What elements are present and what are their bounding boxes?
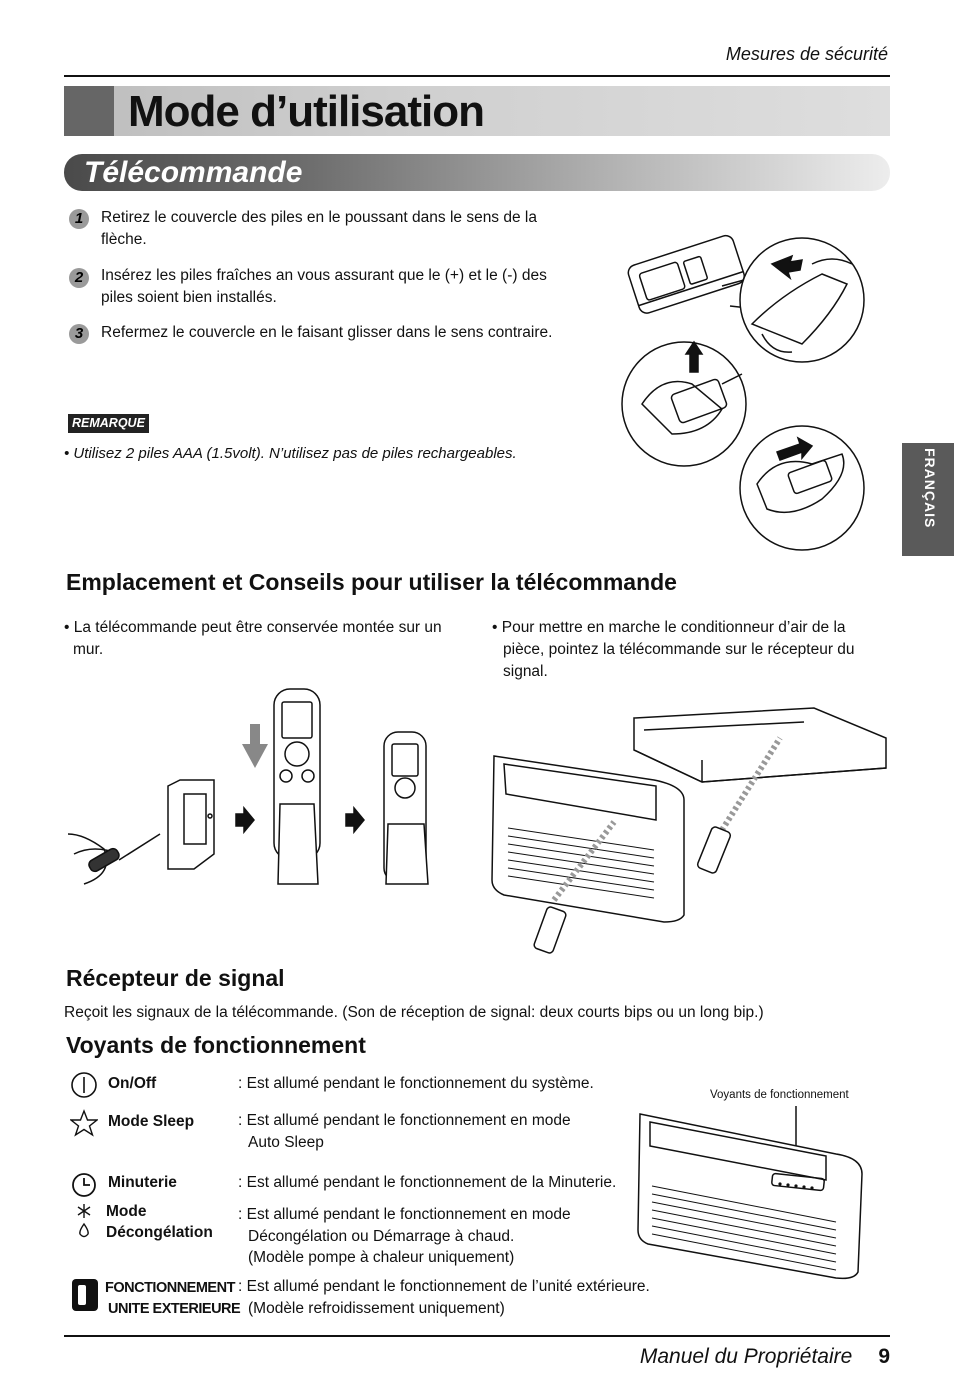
indicator-label: Mode Sleep bbox=[108, 1113, 195, 1130]
receiver-heading: Récepteur de signal bbox=[66, 965, 285, 991]
battery-illustration bbox=[612, 234, 876, 554]
title-block bbox=[64, 86, 114, 136]
remarque-badge: REMARQUE bbox=[68, 414, 149, 433]
step-line: Insérez les piles fraîches an vous assurant que le (+) et le (-) des bbox=[101, 267, 547, 284]
indicator-description-line: Auto Sleep bbox=[248, 1133, 324, 1151]
step-text bbox=[101, 322, 552, 344]
step-number: 2 bbox=[69, 268, 89, 288]
language-tab-label: FRANÇAIS bbox=[922, 448, 938, 529]
air-conditioner-illustration bbox=[484, 690, 888, 954]
bullet-line: • Pour mettre en marche le conditionneur d’air de la bbox=[492, 619, 846, 636]
indicator-description-line: : Est allumé pendant le fonctionnement de l’unité extérieure. bbox=[238, 1278, 650, 1295]
bullet-line: mur. bbox=[73, 641, 104, 658]
section-title: Télécommande bbox=[84, 156, 303, 189]
bullet-line: pièce, pointez la télécommande sur le récepteur du bbox=[503, 641, 855, 658]
indicator-label: On/Off bbox=[108, 1075, 157, 1092]
indicator-label bbox=[106, 1201, 213, 1243]
indicator-label-line: FONCTIONNEMENT bbox=[105, 1280, 235, 1296]
running-header: Mesures de sécurité bbox=[725, 44, 888, 64]
indicator-label bbox=[105, 1278, 240, 1320]
star-icon bbox=[70, 1109, 98, 1137]
placement-heading: Emplacement et Conseils pour utiliser la télécommande bbox=[66, 569, 677, 595]
step-line: flèche. bbox=[101, 231, 147, 248]
page-title: Mode d’utilisation bbox=[128, 87, 484, 136]
indicator-description bbox=[238, 1276, 650, 1319]
indicator-description-line: (Modèle refroidissement uniquement) bbox=[248, 1299, 505, 1317]
indicator-description bbox=[238, 1110, 571, 1153]
indicator-label-line: Décongélation bbox=[106, 1224, 213, 1241]
indicator-description-line: : Est allumé pendant le fonctionnement de la Minuterie. bbox=[238, 1174, 617, 1191]
step-line: Retirez le couvercle des piles en le poussant dans le sens de la bbox=[101, 209, 537, 226]
header-rule bbox=[64, 75, 890, 77]
indicator-description bbox=[238, 1073, 594, 1095]
footer bbox=[640, 1345, 890, 1369]
power-icon bbox=[70, 1071, 98, 1099]
indicator-label-line: Mode bbox=[106, 1203, 147, 1220]
wall-mount-illustration bbox=[64, 684, 444, 900]
placement-left-text bbox=[64, 617, 442, 661]
indicator-description-line: Décongélation ou Démarrage à chaud. bbox=[248, 1227, 515, 1245]
step-line: piles soient bien installés. bbox=[101, 289, 277, 306]
receiver-text: Reçoit les signaux de la télécommande. (Son de réception de signal: deux courts bips ou un long bip.) bbox=[64, 1004, 764, 1021]
placement-right-text bbox=[492, 617, 855, 683]
defrost-icon bbox=[72, 1200, 96, 1240]
indoor-unit-illustration bbox=[636, 1104, 868, 1284]
step-text bbox=[101, 207, 537, 251]
indicator-description-line: : Est allumé pendant le fonctionnement en mode bbox=[238, 1112, 571, 1129]
page-number: 9 bbox=[878, 1345, 890, 1368]
indicator-label-line: UNITE EXTERIEURE bbox=[108, 1301, 241, 1317]
indicator-callout-label: Voyants de fonctionnement bbox=[710, 1089, 849, 1101]
indicator-label: Minuterie bbox=[108, 1174, 177, 1191]
outdoor-unit-icon bbox=[70, 1277, 100, 1313]
indicator-description-line: (Modèle pompe à chaleur uniquement) bbox=[248, 1249, 515, 1266]
footer-title: Manuel du Propriétaire bbox=[639, 1345, 853, 1368]
remarque-note: • Utilisez 2 piles AAA (1.5volt). N’utilisez pas de piles rechargeables. bbox=[64, 445, 517, 462]
footer-rule bbox=[64, 1335, 890, 1337]
step-number: 1 bbox=[69, 209, 89, 229]
indicator-description-line: : Est allumé pendant le fonctionnement du système. bbox=[238, 1075, 594, 1092]
bullet-line: signal. bbox=[503, 663, 548, 680]
step-text bbox=[101, 265, 547, 309]
step-number: 3 bbox=[69, 324, 89, 344]
indicators-heading: Voyants de fonctionnement bbox=[66, 1032, 366, 1058]
indicator-description bbox=[238, 1204, 571, 1269]
step-line: Refermez le couvercle en le faisant glisser dans le sens contraire. bbox=[101, 324, 553, 341]
bullet-line: • La télécommande peut être conservée montée sur un bbox=[64, 619, 442, 636]
indicator-description bbox=[238, 1172, 616, 1194]
clock-icon bbox=[70, 1171, 98, 1199]
indicator-description-line: : Est allumé pendant le fonctionnement en mode bbox=[238, 1206, 571, 1223]
